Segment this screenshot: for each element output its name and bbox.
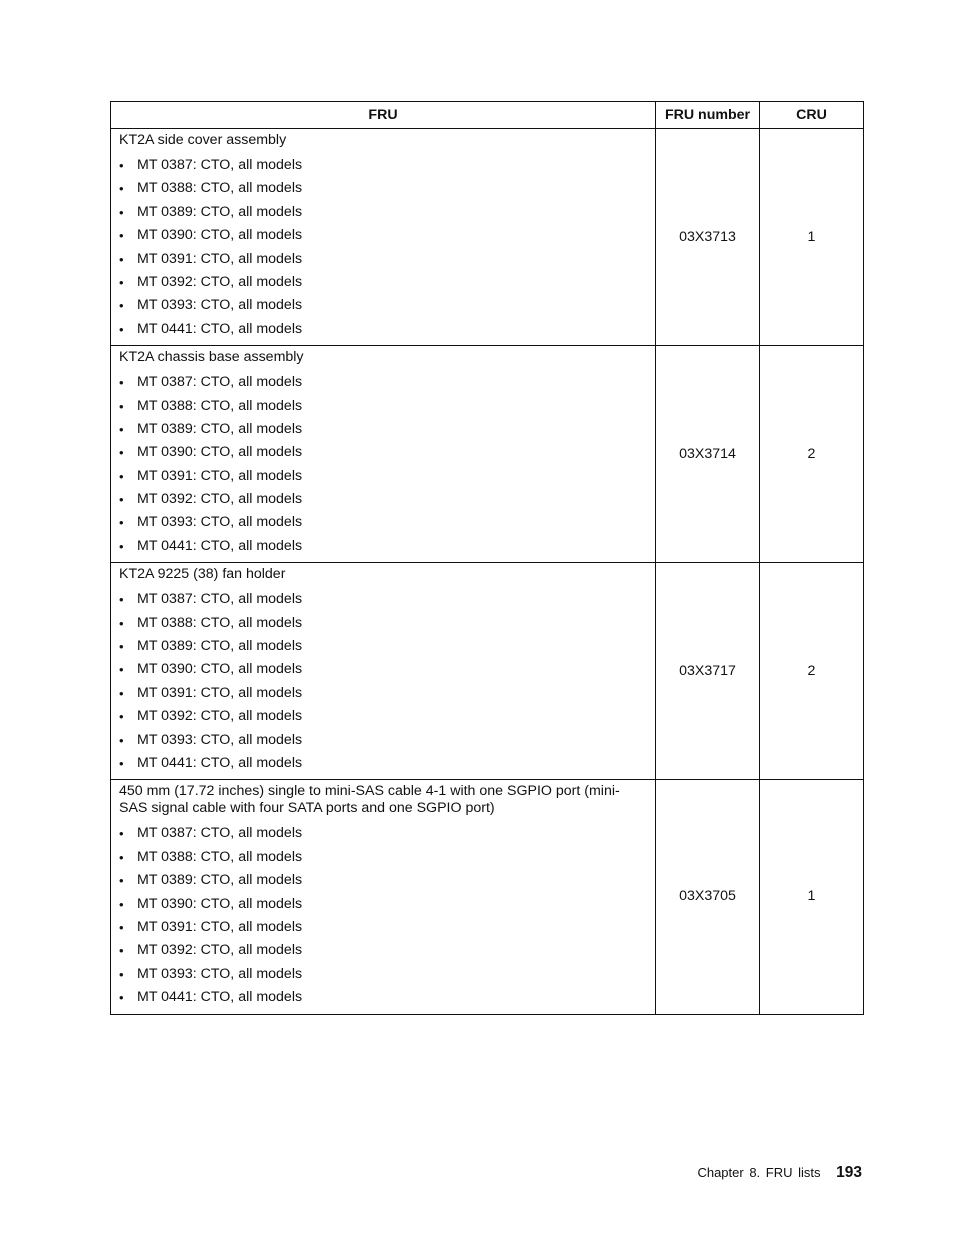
fru-number-cell: 03X3705 — [656, 780, 760, 1014]
fru-number-cell: 03X3717 — [656, 563, 760, 780]
list-item: • MT 0387: CTO, all models — [119, 371, 647, 394]
bullet-icon: • — [119, 228, 124, 244]
list-item: • MT 0390: CTO, all models — [119, 441, 647, 464]
list-item: • MT 0393: CTO, all models — [119, 511, 647, 534]
fru-number-cell: 03X3714 — [656, 346, 760, 563]
table-header-row — [111, 102, 864, 129]
bullet-icon: • — [119, 849, 124, 865]
bullet-icon: • — [119, 538, 124, 554]
bullet-icon: • — [119, 966, 124, 982]
bullet-icon: • — [119, 298, 124, 314]
list-item: • MT 0387: CTO, all models — [119, 822, 647, 845]
header-fru-number: FRU number — [656, 102, 760, 129]
bullet-icon: • — [119, 251, 124, 267]
list-item: • MT 0392: CTO, all models — [119, 939, 647, 962]
header-cru: CRU — [760, 102, 864, 129]
list-item: • MT 0441: CTO, all models — [119, 318, 647, 341]
table-row — [111, 346, 864, 563]
fru-description-cell — [111, 346, 656, 563]
list-item: • MT 0389: CTO, all models — [119, 635, 647, 658]
bullet-icon: • — [119, 639, 124, 655]
model-list — [119, 371, 647, 558]
table-row — [111, 129, 864, 346]
bullet-icon: • — [119, 732, 124, 748]
fru-description-cell — [111, 563, 656, 780]
bullet-icon: • — [119, 943, 124, 959]
bullet-icon: • — [119, 421, 124, 437]
header-fru: FRU — [111, 102, 656, 129]
list-item: • MT 0441: CTO, all models — [119, 986, 647, 1009]
list-item: • MT 0389: CTO, all models — [119, 869, 647, 892]
bullet-icon: • — [119, 398, 124, 414]
bullet-icon: • — [119, 685, 124, 701]
list-item: • MT 0392: CTO, all models — [119, 705, 647, 728]
chapter-label: Chapter 8. FRU lists — [697, 1165, 821, 1180]
fru-description-cell — [111, 129, 656, 346]
list-item: • MT 0388: CTO, all models — [119, 395, 647, 418]
list-item: • MT 0391: CTO, all models — [119, 916, 647, 939]
bullet-icon: • — [119, 615, 124, 631]
bullet-icon: • — [119, 896, 124, 912]
bullet-icon: • — [119, 204, 124, 220]
list-item: • MT 0389: CTO, all models — [119, 418, 647, 441]
fru-title: KT2A chassis base assembly — [119, 349, 304, 366]
list-item: • MT 0388: CTO, all models — [119, 846, 647, 869]
list-item: • MT 0387: CTO, all models — [119, 154, 647, 177]
fru-table — [110, 101, 864, 1015]
list-item: • MT 0393: CTO, all models — [119, 963, 647, 986]
bullet-icon: • — [119, 158, 124, 173]
list-item: • MT 0391: CTO, all models — [119, 465, 647, 488]
cru-cell: 2 — [760, 346, 864, 563]
bullet-icon: • — [119, 873, 124, 889]
fru-number-cell: 03X3713 — [656, 129, 760, 346]
model-list — [119, 588, 647, 775]
bullet-icon: • — [119, 709, 124, 725]
list-item: • MT 0441: CTO, all models — [119, 535, 647, 558]
fru-title: KT2A side cover assembly — [119, 132, 287, 148]
list-item: • MT 0390: CTO, all models — [119, 893, 647, 916]
list-item: • MT 0390: CTO, all models — [119, 658, 647, 681]
page-footer — [600, 1162, 862, 1184]
bullet-icon: • — [119, 468, 124, 484]
bullet-icon: • — [119, 990, 124, 1006]
list-item: • MT 0392: CTO, all models — [119, 488, 647, 511]
cru-cell: 1 — [760, 780, 864, 1014]
page-number: 193 — [836, 1164, 862, 1181]
list-item: • MT 0391: CTO, all models — [119, 248, 647, 271]
bullet-icon: • — [119, 321, 124, 337]
fru-description-cell — [111, 780, 656, 1014]
table-row — [111, 563, 864, 780]
cru-cell: 2 — [760, 563, 864, 780]
list-item: • MT 0391: CTO, all models — [119, 682, 647, 705]
bullet-icon: • — [119, 592, 124, 608]
list-item: • MT 0388: CTO, all models — [119, 177, 647, 200]
bullet-icon: • — [119, 445, 124, 461]
list-item: • MT 0393: CTO, all models — [119, 294, 647, 317]
list-item: • MT 0390: CTO, all models — [119, 224, 647, 247]
bullet-icon: • — [119, 274, 124, 290]
list-item: • MT 0387: CTO, all models — [119, 588, 647, 611]
bullet-icon: • — [119, 492, 124, 508]
bullet-icon: • — [119, 826, 124, 842]
list-item: • MT 0441: CTO, all models — [119, 752, 647, 775]
bullet-icon: • — [119, 375, 124, 391]
model-list — [119, 822, 647, 1009]
fru-title: KT2A 9225 (38) fan holder — [119, 566, 286, 583]
list-item: • MT 0389: CTO, all models — [119, 201, 647, 224]
bullet-icon: • — [119, 515, 124, 531]
list-item: • MT 0392: CTO, all models — [119, 271, 647, 294]
bullet-icon: • — [119, 662, 124, 678]
list-item: • MT 0388: CTO, all models — [119, 612, 647, 635]
table-row — [111, 780, 864, 1014]
list-item: • MT 0393: CTO, all models — [119, 729, 647, 752]
model-list — [119, 154, 647, 341]
cru-cell: 1 — [760, 129, 864, 346]
fru-title: 450 mm (17.72 inches) single to mini-SAS cable 4-1 with one SGPIO port (mini-SAS signal cable with four SATA ports and one SGPIO port) — [119, 783, 620, 817]
bullet-icon: • — [119, 919, 124, 935]
bullet-icon: • — [119, 755, 124, 771]
bullet-icon: • — [119, 181, 124, 197]
